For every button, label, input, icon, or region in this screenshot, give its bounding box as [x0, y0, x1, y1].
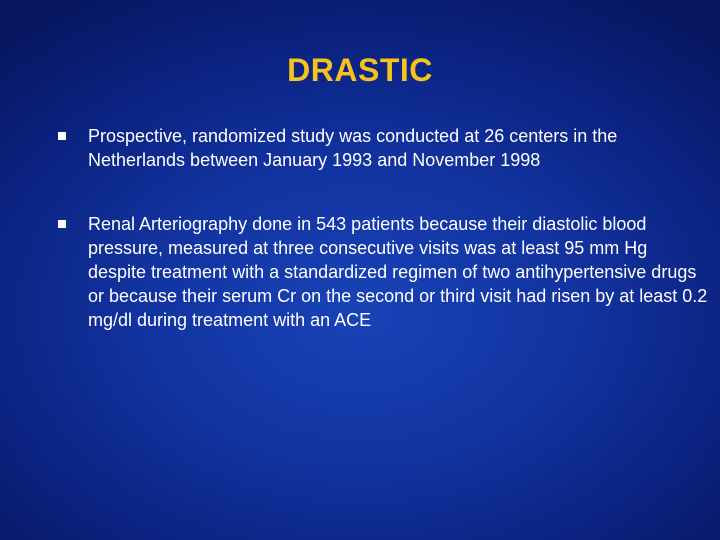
bullet-item	[58, 124, 708, 172]
bullet-list	[58, 124, 708, 332]
square-bullet-icon	[58, 132, 66, 140]
slide-title: DRASTIC	[287, 52, 433, 88]
bullet-text: Renal Arteriography done in 543 patients because their diastolic blood pressure, measured at three consecutive visits was at least 95 mm Hg despite treatment with a standardized regimen of two antihypertensive drugs or because their serum Cr on the second or third visit had risen by at least 0.2 mg/dl during treatment with an ACE	[88, 214, 708, 330]
bullet-text: Prospective, randomized study was conducted at 26 centers in the Netherlands between January 1993 and November 1998	[88, 126, 618, 170]
square-bullet-icon	[58, 220, 66, 228]
bullet-item	[58, 212, 708, 332]
